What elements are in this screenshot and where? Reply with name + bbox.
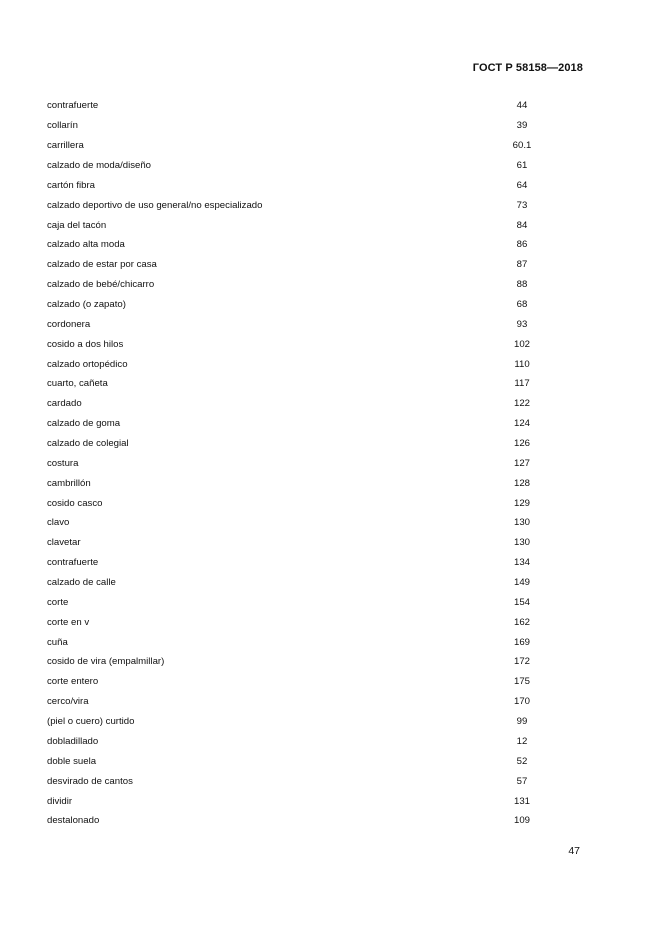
entry-term: cosido de vira (empalmillar) bbox=[47, 656, 165, 668]
entry-reference-number: 169 bbox=[514, 636, 531, 648]
index-entry bbox=[47, 156, 567, 176]
entry-reference-number: 61 bbox=[516, 160, 528, 171]
entry-reference-number: 87 bbox=[516, 259, 528, 271]
entry-reference-number: 130 bbox=[514, 537, 531, 549]
entry-reference-number: 64 bbox=[516, 179, 528, 191]
index-entry bbox=[47, 374, 567, 394]
index-entry bbox=[47, 215, 567, 235]
index-entry bbox=[47, 592, 567, 612]
index-entry bbox=[47, 513, 567, 533]
entry-reference-number: 86 bbox=[516, 239, 528, 251]
index-entry bbox=[47, 553, 567, 573]
entry-term: corte entero bbox=[47, 676, 99, 688]
index-entry bbox=[47, 136, 567, 156]
entry-term: corte bbox=[47, 596, 69, 608]
entry-reference-number: 93 bbox=[516, 318, 528, 330]
entry-term: carrillera bbox=[47, 140, 84, 152]
index-entry bbox=[47, 573, 567, 593]
index-entry bbox=[47, 295, 567, 315]
entry-term: destalonado bbox=[47, 815, 100, 827]
entry-reference-number: 68 bbox=[516, 299, 528, 311]
entry-term: cartón fibra bbox=[47, 179, 95, 191]
index-entry bbox=[47, 434, 567, 454]
entry-reference-number: 154 bbox=[514, 596, 531, 608]
page-number: 47 bbox=[568, 845, 580, 857]
entry-reference-number: 126 bbox=[514, 438, 531, 450]
index-entry bbox=[47, 771, 567, 791]
term-index-list bbox=[47, 96, 567, 831]
entry-reference-number: 52 bbox=[516, 755, 528, 767]
index-entry bbox=[47, 394, 567, 414]
index-entry bbox=[47, 314, 567, 334]
entry-term: cuña bbox=[47, 636, 68, 648]
entry-reference-number: 130 bbox=[514, 517, 531, 529]
entry-reference-number: 88 bbox=[516, 279, 528, 291]
entry-term: cuarto, cañeta bbox=[47, 378, 108, 390]
entry-term: cordonera bbox=[47, 318, 91, 330]
entry-term: calzado de goma bbox=[47, 418, 121, 430]
entry-reference-number: 149 bbox=[514, 577, 531, 589]
entry-term: dividir bbox=[47, 795, 73, 807]
entry-term: calzado ortopédico bbox=[47, 358, 128, 370]
index-entry bbox=[47, 195, 567, 215]
entry-reference-number: 127 bbox=[514, 457, 531, 469]
entry-term: corte en v bbox=[47, 616, 90, 628]
index-entry bbox=[47, 116, 567, 136]
entry-term: clavetar bbox=[47, 537, 81, 549]
index-entry bbox=[47, 652, 567, 672]
entry-reference-number: 175 bbox=[514, 676, 531, 688]
index-entry bbox=[47, 632, 567, 652]
entry-term: cosido casco bbox=[47, 497, 103, 509]
entry-term: cambrillón bbox=[47, 477, 91, 489]
entry-reference-number: 124 bbox=[514, 418, 531, 430]
entry-term: calzado de estar por casa bbox=[47, 259, 157, 271]
index-entry bbox=[47, 354, 567, 374]
index-entry bbox=[47, 672, 567, 692]
entry-term: doble suela bbox=[47, 755, 97, 767]
entry-term: calzado de calle bbox=[47, 577, 116, 589]
index-entry bbox=[47, 493, 567, 513]
entry-reference-number: 84 bbox=[516, 219, 528, 231]
entry-reference-number: 122 bbox=[514, 398, 531, 410]
index-entry bbox=[47, 751, 567, 771]
entry-term: cardado bbox=[47, 398, 82, 410]
entry-term: collarín bbox=[47, 120, 78, 132]
index-entry bbox=[47, 96, 567, 116]
entry-reference-number: 131 bbox=[514, 795, 531, 807]
entry-term: calzado (o zapato) bbox=[47, 299, 126, 311]
index-entry bbox=[47, 414, 567, 434]
entry-term: calzado alta moda bbox=[47, 239, 125, 251]
index-entry bbox=[47, 692, 567, 712]
entry-reference-number: 134 bbox=[514, 557, 531, 569]
index-entry bbox=[47, 473, 567, 493]
index-entry bbox=[47, 732, 567, 752]
index-entry bbox=[47, 175, 567, 195]
index-entry bbox=[47, 453, 567, 473]
entry-term: calzado de moda/diseño bbox=[47, 160, 152, 171]
entry-term: calzado de bebé/chicarro bbox=[47, 279, 155, 291]
index-entry bbox=[47, 255, 567, 275]
index-entry bbox=[47, 712, 567, 732]
standard-designation: ГОСТ Р 58158—2018 bbox=[472, 62, 583, 74]
entry-reference-number: 60.1 bbox=[512, 140, 532, 152]
entry-reference-number: 170 bbox=[514, 696, 531, 708]
index-entry bbox=[47, 235, 567, 255]
entry-reference-number: 102 bbox=[514, 338, 531, 350]
entry-reference-number: 109 bbox=[514, 815, 531, 827]
entry-term: calzado de colegial bbox=[47, 438, 129, 450]
entry-term: cosido a dos hilos bbox=[47, 338, 124, 350]
index-entry bbox=[47, 612, 567, 632]
entry-reference-number: 12 bbox=[516, 735, 528, 747]
entry-term: clavo bbox=[47, 517, 70, 529]
entry-term: calzado deportivo de uso general/no especializado bbox=[47, 199, 263, 211]
index-entry bbox=[47, 791, 567, 811]
entry-reference-number: 73 bbox=[516, 199, 528, 211]
entry-reference-number: 39 bbox=[516, 120, 528, 132]
entry-reference-number: 110 bbox=[514, 358, 530, 370]
entry-reference-number: 129 bbox=[514, 497, 531, 509]
entry-reference-number: 117 bbox=[514, 378, 530, 390]
entry-term: costura bbox=[47, 457, 79, 469]
index-entry bbox=[47, 275, 567, 295]
entry-reference-number: 99 bbox=[516, 716, 528, 728]
entry-term: cerco/vira bbox=[47, 696, 89, 708]
entry-reference-number: 128 bbox=[514, 477, 531, 489]
entry-reference-number: 57 bbox=[516, 775, 528, 787]
entry-term: desvirado de cantos bbox=[47, 775, 133, 787]
entry-term: (piel o cuero) curtido bbox=[47, 716, 135, 728]
entry-reference-number: 172 bbox=[514, 656, 531, 668]
index-entry bbox=[47, 334, 567, 354]
entry-term: dobladillado bbox=[47, 735, 99, 747]
entry-term: contrafuerte bbox=[47, 557, 99, 569]
entry-reference-number: 162 bbox=[514, 616, 531, 628]
entry-term: caja del tacón bbox=[47, 219, 107, 231]
index-entry bbox=[47, 533, 567, 553]
entry-reference-number: 44 bbox=[516, 100, 528, 112]
entry-term: contrafuerte bbox=[47, 100, 99, 112]
index-entry bbox=[47, 811, 567, 831]
